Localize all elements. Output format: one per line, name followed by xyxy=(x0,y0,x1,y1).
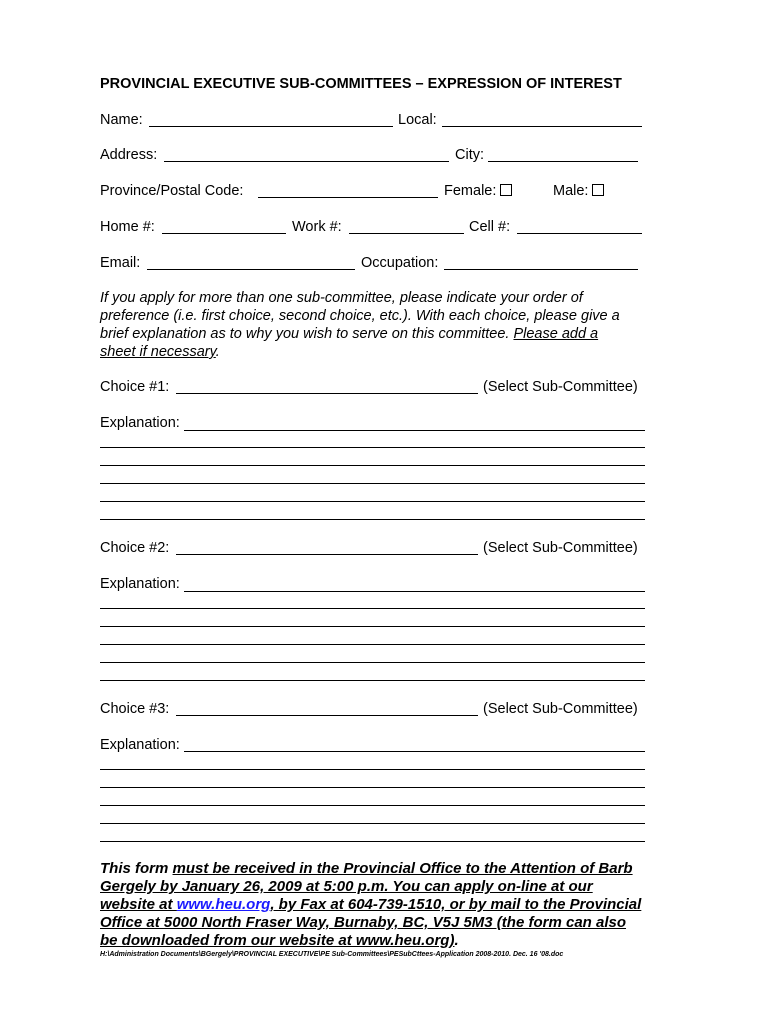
explanation-2-line-1[interactable] xyxy=(184,591,645,592)
province-label: Province/Postal Code: xyxy=(100,183,244,199)
heu-website-link[interactable]: www.heu.org xyxy=(176,896,271,913)
choice-3-field[interactable] xyxy=(176,715,478,716)
choice-2-label: Choice #2: xyxy=(100,540,170,556)
choice-2-field[interactable] xyxy=(176,554,478,555)
female-label: Female: xyxy=(444,183,497,199)
email-field[interactable] xyxy=(147,269,355,270)
notice-emphasis: must be received in the Provincial Office to the Attention of Barb xyxy=(172,860,633,877)
notice-line-3 xyxy=(100,896,641,913)
notice-text-web: website at xyxy=(100,896,177,913)
male-checkbox[interactable] xyxy=(592,184,604,196)
form-title: PROVINCIAL EXECUTIVE SUB-COMMITTEES – EXPRESSION OF INTEREST xyxy=(100,76,622,92)
female-checkbox[interactable] xyxy=(500,184,512,196)
instructions-emphasis: Please add a xyxy=(513,326,599,342)
cell-phone-label: Cell #: xyxy=(469,219,511,235)
explanation-2-line-2[interactable] xyxy=(100,608,645,609)
explanation-3-line-5[interactable] xyxy=(100,823,645,824)
explanation-3-line-4[interactable] xyxy=(100,805,645,806)
notice-line-5 xyxy=(100,932,459,949)
document-file-path: H:\Administration Documents\BGergely\PROVINCIAL EXECUTIVE\PE Sub-Committees\PESubCttees-Application 2008-2010. Dec. 16 '08.doc xyxy=(100,951,564,958)
explanation-3-label: Explanation: xyxy=(100,737,180,753)
male-label: Male: xyxy=(553,183,589,199)
instructions-text: brief explanation as to why you wish to serve on this committee. xyxy=(100,326,514,342)
instructions-period: . xyxy=(215,344,220,360)
name-field[interactable] xyxy=(149,126,393,127)
city-field[interactable] xyxy=(488,161,638,162)
choice-1-label: Choice #1: xyxy=(100,379,170,395)
name-label: Name: xyxy=(100,112,143,128)
occupation-field[interactable] xyxy=(444,269,638,270)
notice-line-4: Office at 5000 North Fraser Way, Burnaby, BC, V5J 5M3 (the form can also xyxy=(100,914,627,931)
instructions-line-2: preference (i.e. first choice, second choice, etc.). With each choice, please give a xyxy=(100,308,620,324)
local-field[interactable] xyxy=(442,126,642,127)
explanation-2-line-4[interactable] xyxy=(100,644,645,645)
explanation-1-line-2[interactable] xyxy=(100,447,645,448)
notice-download-text: be downloaded from our website at www.heu.org) xyxy=(100,932,455,949)
explanation-1-line-3[interactable] xyxy=(100,465,645,466)
notice-period: . xyxy=(454,932,459,949)
notice-text-fax: , by Fax at 604-739-1510, or by mail to the Provincial xyxy=(270,896,642,913)
address-label: Address: xyxy=(100,147,158,163)
explanation-2-line-5[interactable] xyxy=(100,662,645,663)
occupation-label: Occupation: xyxy=(361,255,439,271)
instructions-emphasis-end: sheet if necessary xyxy=(100,344,216,360)
city-label: City: xyxy=(455,147,484,163)
home-phone-label: Home #: xyxy=(100,219,155,235)
choice-3-label: Choice #3: xyxy=(100,701,170,717)
explanation-3-line-1[interactable] xyxy=(184,751,645,752)
email-label: Email: xyxy=(100,255,141,271)
work-phone-label: Work #: xyxy=(292,219,342,235)
male-option xyxy=(553,183,604,199)
explanation-1-label: Explanation: xyxy=(100,415,180,431)
choice-1-hint: (Select Sub-Committee) xyxy=(483,379,638,395)
local-label: Local: xyxy=(398,112,437,128)
notice-text: This form xyxy=(100,860,173,877)
explanation-1-line-6[interactable] xyxy=(100,519,645,520)
explanation-1-line-4[interactable] xyxy=(100,483,645,484)
choice-2-hint: (Select Sub-Committee) xyxy=(483,540,638,556)
notice-line-1 xyxy=(100,860,633,877)
explanation-3-line-6[interactable] xyxy=(100,841,645,842)
province-field[interactable] xyxy=(258,197,438,198)
cell-phone-field[interactable] xyxy=(517,233,642,234)
explanation-2-line-3[interactable] xyxy=(100,626,645,627)
explanation-3-line-2[interactable] xyxy=(100,769,645,770)
explanation-2-line-6[interactable] xyxy=(100,680,645,681)
explanation-1-line-5[interactable] xyxy=(100,501,645,502)
explanation-3-line-3[interactable] xyxy=(100,787,645,788)
instructions-line-4 xyxy=(100,344,220,360)
notice-line-2: Gergely by January 26, 2009 at 5:00 p.m. You can apply on-line at our xyxy=(100,878,593,895)
choice-3-hint: (Select Sub-Committee) xyxy=(483,701,638,717)
address-field[interactable] xyxy=(164,161,449,162)
instructions-line-3 xyxy=(100,326,598,342)
choice-1-field[interactable] xyxy=(176,393,478,394)
home-phone-field[interactable] xyxy=(162,233,286,234)
instructions-line-1: If you apply for more than one sub-committee, please indicate your order of xyxy=(100,290,583,306)
explanation-2-label: Explanation: xyxy=(100,576,180,592)
explanation-1-line-1[interactable] xyxy=(184,430,645,431)
female-option xyxy=(444,183,512,199)
work-phone-field[interactable] xyxy=(349,233,464,234)
